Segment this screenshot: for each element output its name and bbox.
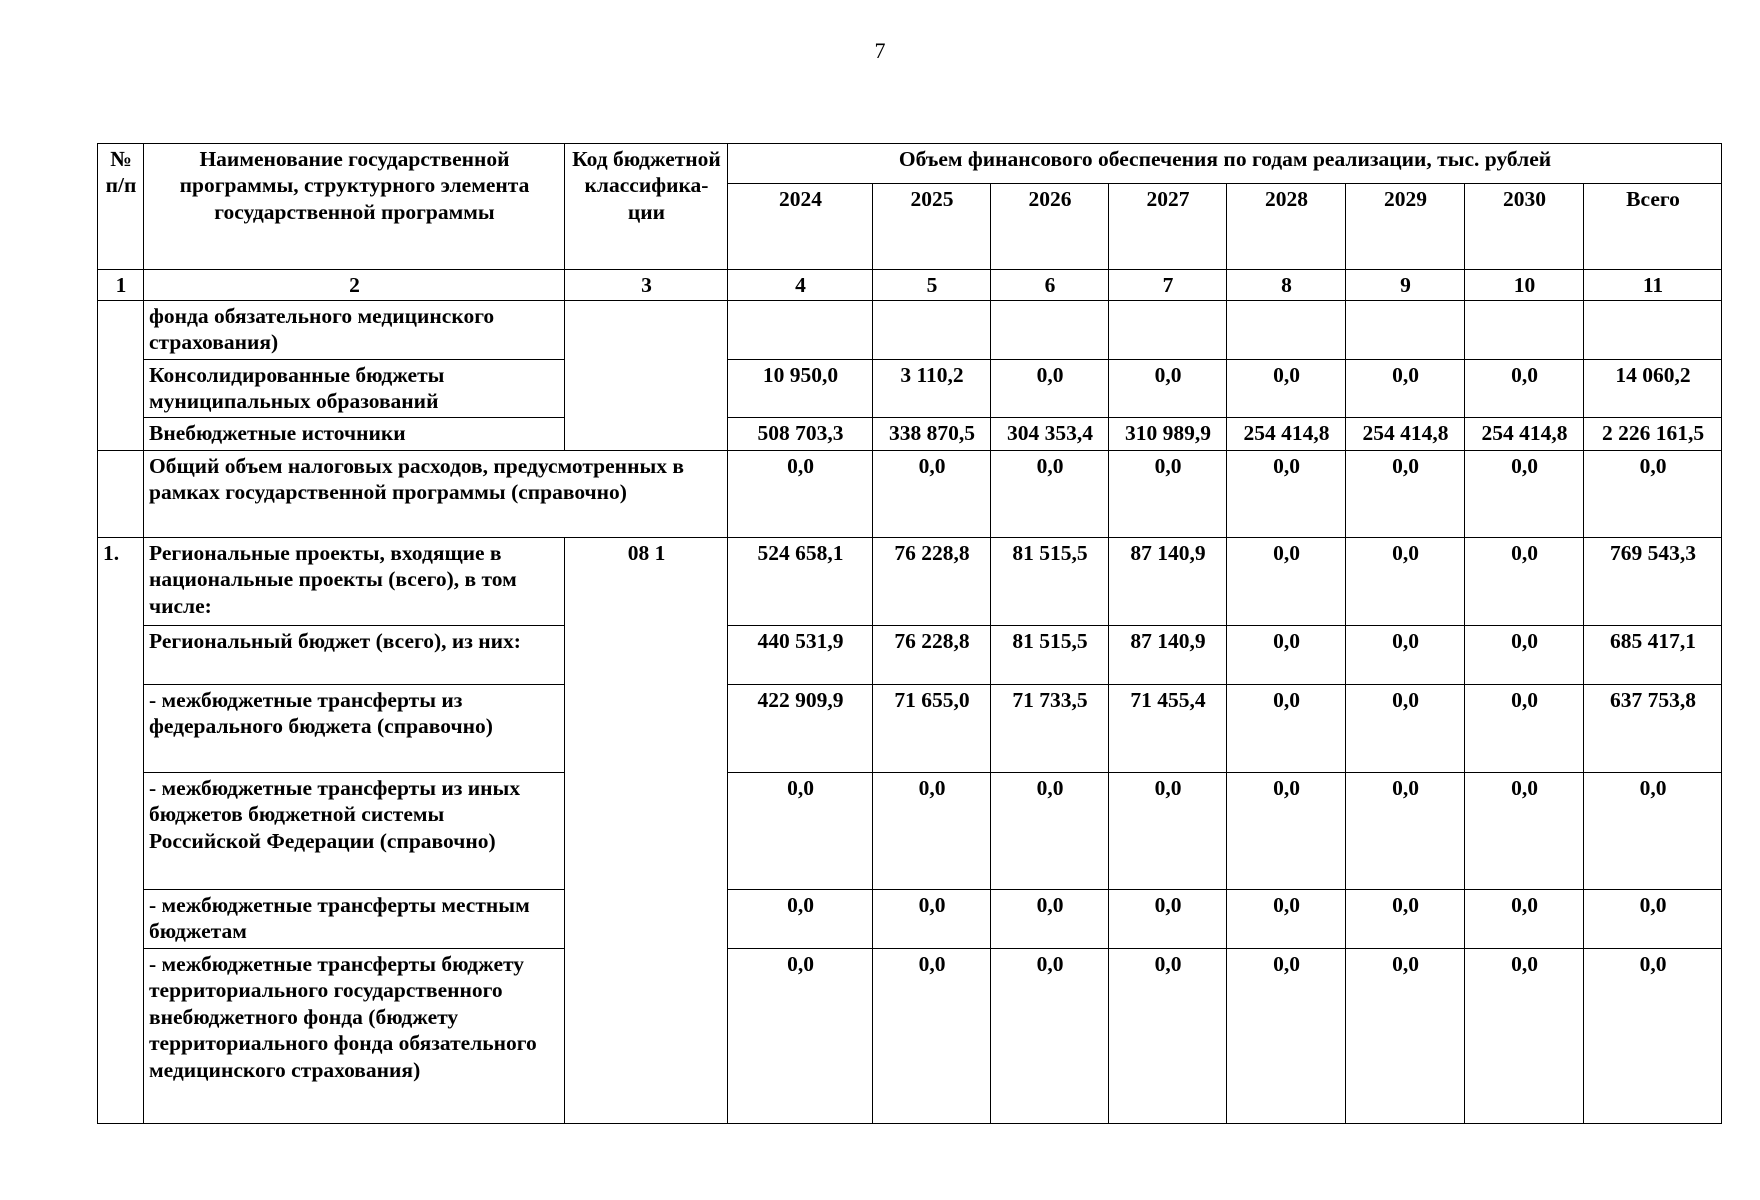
header-year: 2028 — [1227, 184, 1346, 270]
column-numbers-row — [98, 270, 1722, 301]
row-value: 0,0 — [1109, 890, 1227, 949]
row-value: 81 515,5 — [991, 538, 1109, 626]
row-value: 0,0 — [1465, 360, 1584, 418]
table-row — [98, 685, 1722, 773]
row-name: - межбюджетные трансферты местным бюджетам — [144, 890, 565, 949]
table-row — [98, 626, 1722, 685]
row-value: 338 870,5 — [873, 418, 991, 451]
row-value: 422 909,9 — [728, 685, 873, 773]
column-number: 5 — [873, 270, 991, 301]
header-year: 2024 — [728, 184, 873, 270]
row-value: 0,0 — [1227, 773, 1346, 890]
row-value: 0,0 — [1346, 360, 1465, 418]
row-value: 0,0 — [1346, 685, 1465, 773]
table-row — [98, 773, 1722, 890]
row-value: 0,0 — [1346, 890, 1465, 949]
row-value: 0,0 — [1465, 538, 1584, 626]
row-value: 76 228,8 — [873, 626, 991, 685]
row-value: 0,0 — [1465, 451, 1584, 538]
row-value: 0,0 — [1465, 626, 1584, 685]
row-name: фонда обязательного медицинского страхования) — [144, 301, 565, 360]
column-number: 8 — [1227, 270, 1346, 301]
row-value — [873, 301, 991, 360]
row-value — [1109, 301, 1227, 360]
row-value: 508 703,3 — [728, 418, 873, 451]
row-name: Общий объем налоговых расходов, предусмотренных в рамках государственной программы (справочно) — [144, 451, 728, 538]
row-value: 0,0 — [1227, 451, 1346, 538]
table-row — [98, 301, 1722, 360]
row-value: 0,0 — [991, 451, 1109, 538]
header-year: 2027 — [1109, 184, 1227, 270]
row-value: 0,0 — [1227, 626, 1346, 685]
row-code: 08 1 — [565, 538, 728, 1124]
column-number: 2 — [144, 270, 565, 301]
row-value-total: 0,0 — [1584, 773, 1722, 890]
column-number: 1 — [98, 270, 144, 301]
row-value: 254 414,8 — [1465, 418, 1584, 451]
row-value: 0,0 — [991, 773, 1109, 890]
column-number: 6 — [991, 270, 1109, 301]
row-value: 254 414,8 — [1227, 418, 1346, 451]
row-value: 87 140,9 — [1109, 626, 1227, 685]
row-index — [98, 301, 144, 451]
row-value: 10 950,0 — [728, 360, 873, 418]
row-name: - межбюджетные трансферты бюджету территориального государственного внебюджетного фонда (бюджету территориального фонда обязательного медицинского страхования) — [144, 949, 565, 1124]
row-value: 71 655,0 — [873, 685, 991, 773]
row-code — [565, 301, 728, 451]
row-value — [728, 301, 873, 360]
row-name: Региональные проекты, входящие в национальные проекты (всего), в том числе: — [144, 538, 565, 626]
page-number: 7 — [874, 38, 886, 63]
header-col-no: № п/п — [98, 144, 144, 270]
column-number: 9 — [1346, 270, 1465, 301]
row-value: 0,0 — [1227, 538, 1346, 626]
row-value: 76 228,8 — [873, 538, 991, 626]
column-number: 3 — [565, 270, 728, 301]
row-value: 440 531,9 — [728, 626, 873, 685]
row-value-total: 14 060,2 — [1584, 360, 1722, 418]
row-value: 71 733,5 — [991, 685, 1109, 773]
row-value: 0,0 — [991, 949, 1109, 1124]
row-value: 310 989,9 — [1109, 418, 1227, 451]
row-value: 0,0 — [1227, 949, 1346, 1124]
row-value: 0,0 — [873, 890, 991, 949]
row-value-total: 769 543,3 — [1584, 538, 1722, 626]
header-col-code: Код бюджетной классифика-ции — [565, 144, 728, 270]
row-name: - межбюджетные трансферты из федерального бюджета (справочно) — [144, 685, 565, 773]
header-row — [98, 144, 1722, 184]
row-value: 0,0 — [728, 890, 873, 949]
header-year-total: Всего — [1584, 184, 1722, 270]
row-name: Региональный бюджет (всего), из них: — [144, 626, 565, 685]
row-value: 0,0 — [873, 773, 991, 890]
row-value: 0,0 — [1227, 685, 1346, 773]
row-name: Консолидированные бюджеты муниципальных образований — [144, 360, 565, 418]
row-value-total: 685 417,1 — [1584, 626, 1722, 685]
row-value — [1346, 301, 1465, 360]
row-value: 0,0 — [1465, 685, 1584, 773]
header-year: 2025 — [873, 184, 991, 270]
row-value-total: 2 226 161,5 — [1584, 418, 1722, 451]
row-value-total: 0,0 — [1584, 890, 1722, 949]
row-value: 0,0 — [1346, 626, 1465, 685]
row-value: 0,0 — [728, 949, 873, 1124]
column-number: 10 — [1465, 270, 1584, 301]
row-index: 1. — [98, 538, 144, 1124]
row-value: 0,0 — [1346, 538, 1465, 626]
row-value: 254 414,8 — [1346, 418, 1465, 451]
row-value — [991, 301, 1109, 360]
row-value: 0,0 — [728, 773, 873, 890]
row-value: 0,0 — [1227, 360, 1346, 418]
row-value — [1227, 301, 1346, 360]
row-value: 524 658,1 — [728, 538, 873, 626]
table-row — [98, 538, 1722, 626]
row-value: 3 110,2 — [873, 360, 991, 418]
row-value: 0,0 — [1109, 773, 1227, 890]
row-value — [1465, 301, 1584, 360]
row-value-total — [1584, 301, 1722, 360]
row-value: 0,0 — [873, 451, 991, 538]
column-number: 7 — [1109, 270, 1227, 301]
row-value: 0,0 — [1109, 949, 1227, 1124]
row-value: 0,0 — [1465, 773, 1584, 890]
row-name: Внебюджетные источники — [144, 418, 565, 451]
header-col-volume: Объем финансового обеспечения по годам реализации, тыс. рублей — [728, 144, 1722, 184]
row-value: 0,0 — [991, 360, 1109, 418]
row-value: 0,0 — [991, 890, 1109, 949]
header-year: 2026 — [991, 184, 1109, 270]
row-name: - межбюджетные трансферты из иных бюджетов бюджетной системы Российской Федерации (справочно) — [144, 773, 565, 890]
row-value-total: 0,0 — [1584, 949, 1722, 1124]
header-year: 2030 — [1465, 184, 1584, 270]
row-value: 71 455,4 — [1109, 685, 1227, 773]
row-value: 0,0 — [873, 949, 991, 1124]
row-value: 87 140,9 — [1109, 538, 1227, 626]
header-col-name: Наименование государственной программы, структурного элемента государственной программы — [144, 144, 565, 270]
column-number: 4 — [728, 270, 873, 301]
table-row — [98, 360, 1722, 418]
table-row — [98, 451, 1722, 538]
row-value: 304 353,4 — [991, 418, 1109, 451]
row-value-total: 0,0 — [1584, 451, 1722, 538]
row-value: 81 515,5 — [991, 626, 1109, 685]
table-row — [98, 890, 1722, 949]
row-value: 0,0 — [1109, 360, 1227, 418]
row-value: 0,0 — [1227, 890, 1346, 949]
table-row — [98, 418, 1722, 451]
row-value: 0,0 — [1465, 890, 1584, 949]
row-value-total: 637 753,8 — [1584, 685, 1722, 773]
column-number: 11 — [1584, 270, 1722, 301]
header-year: 2029 — [1346, 184, 1465, 270]
row-index — [98, 451, 144, 538]
row-value: 0,0 — [1346, 773, 1465, 890]
budget-table — [97, 143, 1722, 1124]
table-row — [98, 949, 1722, 1124]
row-value: 0,0 — [1465, 949, 1584, 1124]
row-value: 0,0 — [1346, 451, 1465, 538]
row-value: 0,0 — [728, 451, 873, 538]
row-value: 0,0 — [1109, 451, 1227, 538]
row-value: 0,0 — [1346, 949, 1465, 1124]
